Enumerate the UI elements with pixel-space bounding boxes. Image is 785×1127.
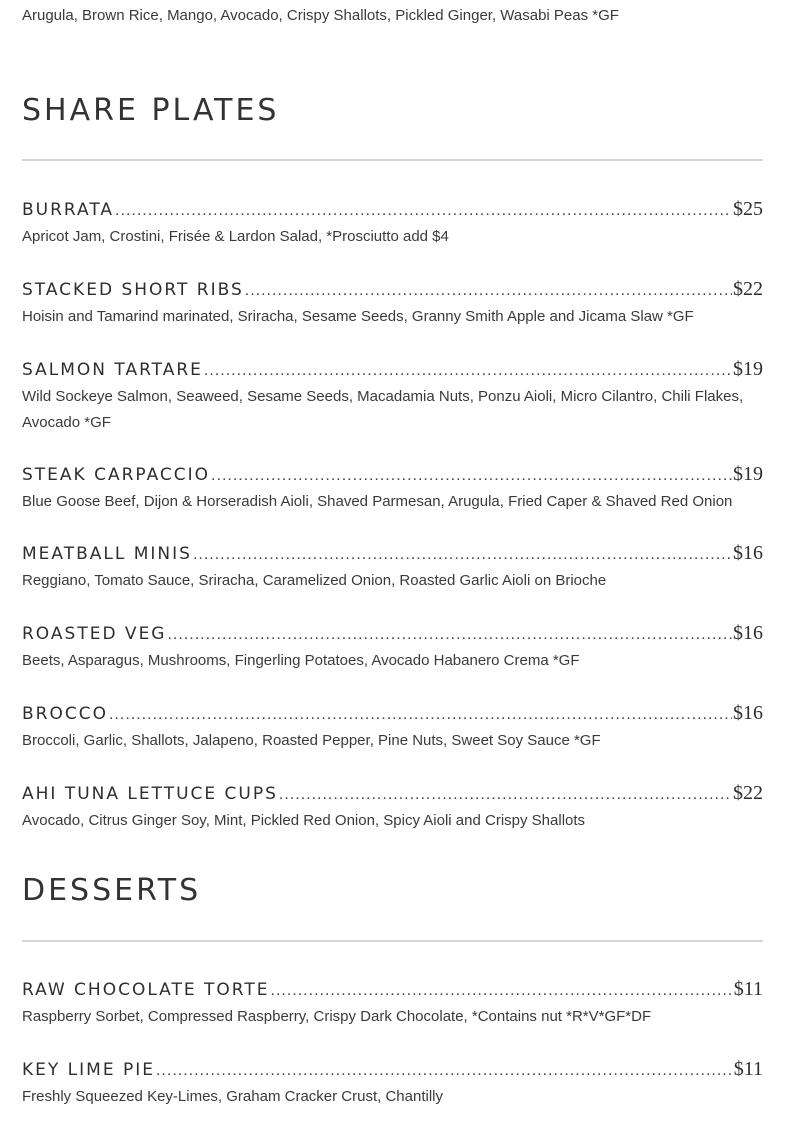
menu-item-price: $22 [733,782,763,804]
menu-item-name: KEY LIME PIE [22,1060,155,1080]
menu-item-line [22,358,763,382]
menu-item-description: Freshly Squeezed Key-Limes, Graham Cracker Crust, Chantilly [22,1088,443,1105]
menu-item-name: SALMON TARTARE [22,360,203,380]
menu-item [22,278,763,330]
menu-item-name: AHI TUNA LETTUCE CUPS [22,784,278,804]
menu-item-line [22,463,763,487]
menu-item [22,198,763,250]
dot-leader [115,202,732,220]
menu-item-price: $16 [733,702,763,724]
menu-item-description: Blue Goose Beef, Dijon & Horseradish Aioli, Shaved Parmesan, Arugula, Fried Caper & Shaved Red Onion [22,493,733,510]
dot-leader [193,546,732,564]
dot-leader [156,1062,733,1080]
dot-leader [279,786,732,804]
dot-leader [204,362,732,380]
section-title-share-plates: SHARE PLATES [22,93,280,128]
menu-item-name: BURRATA [22,200,115,220]
menu-item-description: Raspberry Sorbet, Compressed Raspberry, Crispy Dark Chocolate, *Contains nut *R*V*GF*DF [22,1008,652,1025]
menu-item-line [22,542,763,566]
dot-leader [167,626,732,644]
dot-leader [109,706,732,724]
menu-item [22,358,763,436]
menu-item-price: $11 [733,1058,763,1080]
menu-item-name: STACKED SHORT RIBS [22,280,244,300]
menu-item-price: $25 [733,198,763,220]
menu-item-name: STEAK CARPACCIO [22,465,211,485]
menu-item-line [22,782,763,806]
menu-item-price: $11 [733,978,763,1000]
menu-item-line [22,198,763,222]
menu-item-description: Reggiano, Tomato Sauce, Sriracha, Caramelized Onion, Roasted Garlic Aioli on Brioche [22,572,607,589]
menu-item-name: BROCCO [22,704,108,724]
menu-item [22,702,763,754]
menu-item-description: Apricot Jam, Crostini, Frisée & Lardon Salad, *Prosciutto add $4 [22,228,449,245]
section-divider [22,159,763,161]
menu-item-price: $16 [733,622,763,644]
dot-leader [271,982,733,1000]
menu-item-description: Avocado, Citrus Ginger Soy, Mint, Pickled Red Onion, Spicy Aioli and Crispy Shallots [22,812,586,829]
menu-item-line [22,702,763,726]
menu-item-name: ROASTED VEG [22,624,167,644]
menu-item-price: $22 [733,278,763,300]
menu-item-name: MEATBALL MINIS [22,544,192,564]
menu-item-description: Beets, Asparagus, Mushrooms, Fingerling Potatoes, Avocado Habanero Crema *GF [22,652,580,669]
menu-item-line [22,278,763,302]
menu-item-description: Broccoli, Garlic, Shallots, Jalapeno, Roasted Pepper, Pine Nuts, Sweet Soy Sauce *GF [22,732,601,749]
menu-item [22,782,763,834]
menu-item [22,463,763,515]
menu-item [22,622,763,674]
menu-item-description: Wild Sockeye Salmon, Seaweed, Sesame Seeds, Macadamia Nuts, Ponzu Aioli, Micro Cilantro, Chili Flakes, Avocado *GF [22,388,744,431]
section-divider [22,940,763,942]
menu-item-line [22,1058,763,1082]
previous-item-description: Arugula, Brown Rice, Mango, Avocado, Crispy Shallots, Pickled Ginger, Wasabi Peas *GF [22,7,619,24]
menu-item-description: Hoisin and Tamarind marinated, Sriracha, Sesame Seeds, Granny Smith Apple and Jicama Slaw *GF [22,308,694,325]
dot-leader [245,282,732,300]
menu-item-line [22,978,763,1002]
menu-item-price: $19 [733,358,763,380]
menu-item [22,978,763,1030]
menu-item-price: $16 [733,542,763,564]
menu-item [22,1058,763,1110]
menu-item-name: RAW CHOCOLATE TORTE [22,980,270,1000]
menu-item-price: $19 [733,463,763,485]
section-title-desserts: DESSERTS [22,873,202,908]
dot-leader [211,467,732,485]
menu-item [22,542,763,594]
menu-item-line [22,622,763,646]
